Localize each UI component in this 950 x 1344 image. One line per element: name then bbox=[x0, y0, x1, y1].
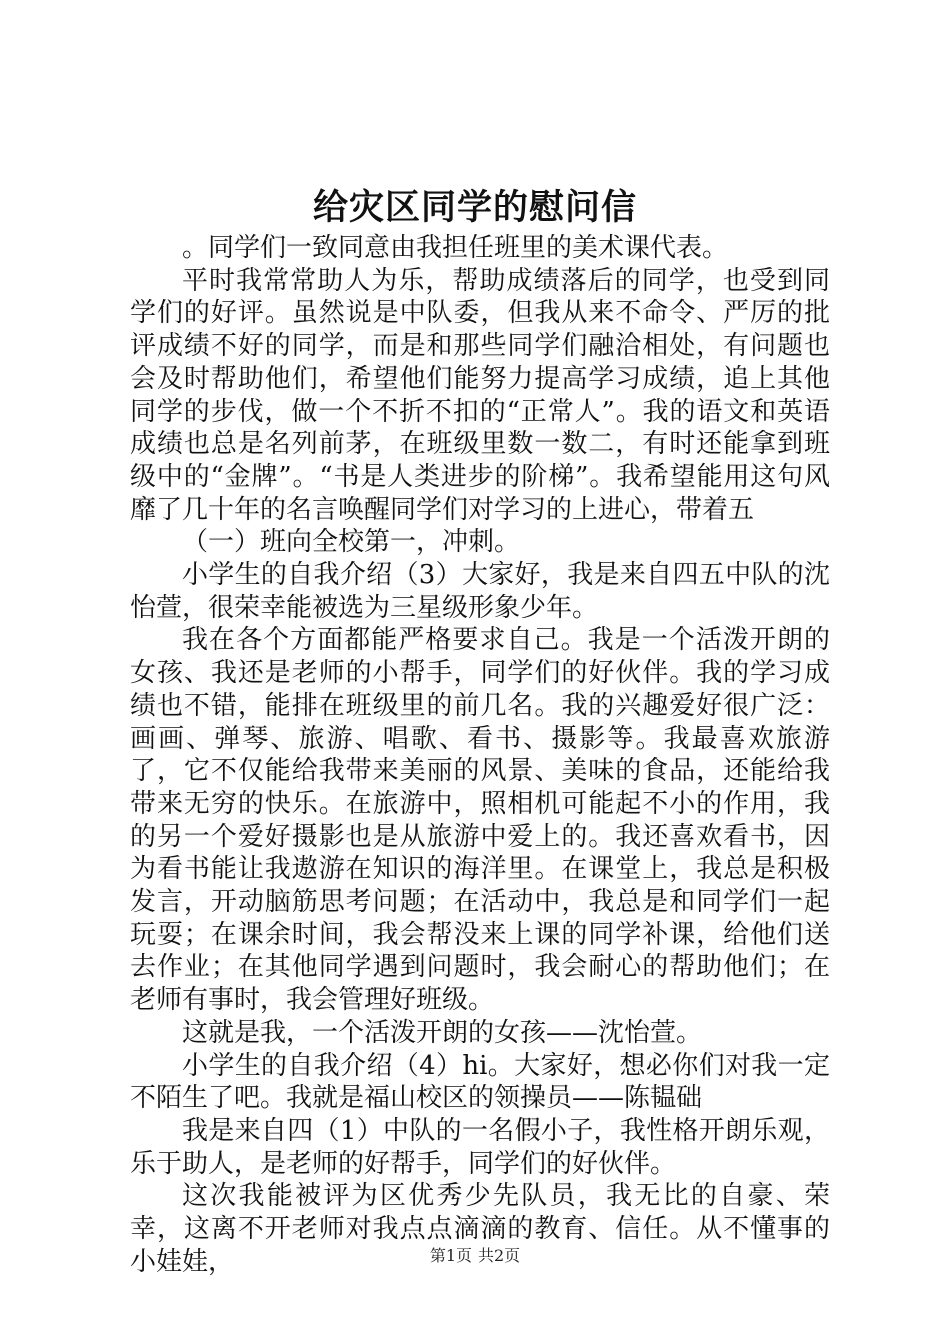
paragraph: 。同学们一致同意由我担任班里的美术课代表。 bbox=[182, 233, 729, 263]
paragraph: （一）班向全校第一，冲刺。 bbox=[182, 527, 521, 558]
paragraph: 平时我常常助人为乐，帮助成绩落后的同学，也受到同学们的好评。虽然说是中队委，但我从来不命令、严厉的批评成绩不好的同学，而是和那些同学们融洽相处，有问题也会及时帮助他们，希望他们能努力提高学习成绩，追上其他同学的步伐，做一个不折不扣的“正常人”。我的语文和英语成绩也总是名列前茅，在班级里数一数二，有时还能拿到班级中的“金牌”。“书是人类进步的阶梯”。我希望能用这句风靡了几十年的名言唤醒同学们对学习的上进心，带着五 bbox=[130, 265, 830, 525]
page-title: 给灾区同学的慰问信 bbox=[312, 188, 637, 228]
page-footer bbox=[0, 1245, 950, 1267]
paragraph: 小学生的自我介绍（4）hi。大家好，想必你们对我一定不陌生了吧。我就是福山校区的领操员——陈韫础 bbox=[130, 1050, 830, 1114]
document-body bbox=[130, 232, 830, 1279]
paragraph: 小学生的自我介绍（3）大家好，我是来自四五中队的沈怡萱，很荣幸能被选为三星级形象少年。 bbox=[130, 560, 830, 623]
paragraph: 这次我能被评为区优秀少先队员，我无比的自豪、荣幸，这离不开老师对我点点滴滴的教育、信任。从不懂事的小娃娃， bbox=[130, 1181, 830, 1277]
page-total: 共2页 bbox=[478, 1246, 521, 1265]
paragraph: 这就是我，一个活泼开朗的女孩——沈怡萱。 bbox=[182, 1017, 703, 1048]
paragraph: 我是来自四（1）中队的一名假小子，我性格开朗乐观，乐于助人，是老师的好帮手，同学们的好伙伴。 bbox=[130, 1115, 830, 1179]
page-number: 第1页 bbox=[429, 1246, 472, 1265]
paragraph: 我在各个方面都能严格要求自己。我是一个活泼开朗的女孩、我还是老师的小帮手，同学们的好伙伴。我的学习成绩也不错，能排在班级里的前几名。我的兴趣爱好很广泛：画画、弹琴、旅游、唱歌、看书、摄影等。我最喜欢旅游了，它不仅能给我带来美丽的风景、美味的食品，还能给我带来无穷的快乐。在旅游中，照相机可能起不小的作用，我的另一个爱好摄影也是从旅游中爱上的。我还喜欢看书，因为看书能让我遨游在知识的海洋里。在课堂上，我总是积极发言，开动脑筋思考问题；在活动中，我总是和同学们一起玩耍；在课余时间，我会帮没来上课的同学补课，给他们送去作业；在其他同学遇到问题时，我会耐心的帮助他们；在老师有事时，我会管理好班级。 bbox=[130, 625, 830, 1016]
